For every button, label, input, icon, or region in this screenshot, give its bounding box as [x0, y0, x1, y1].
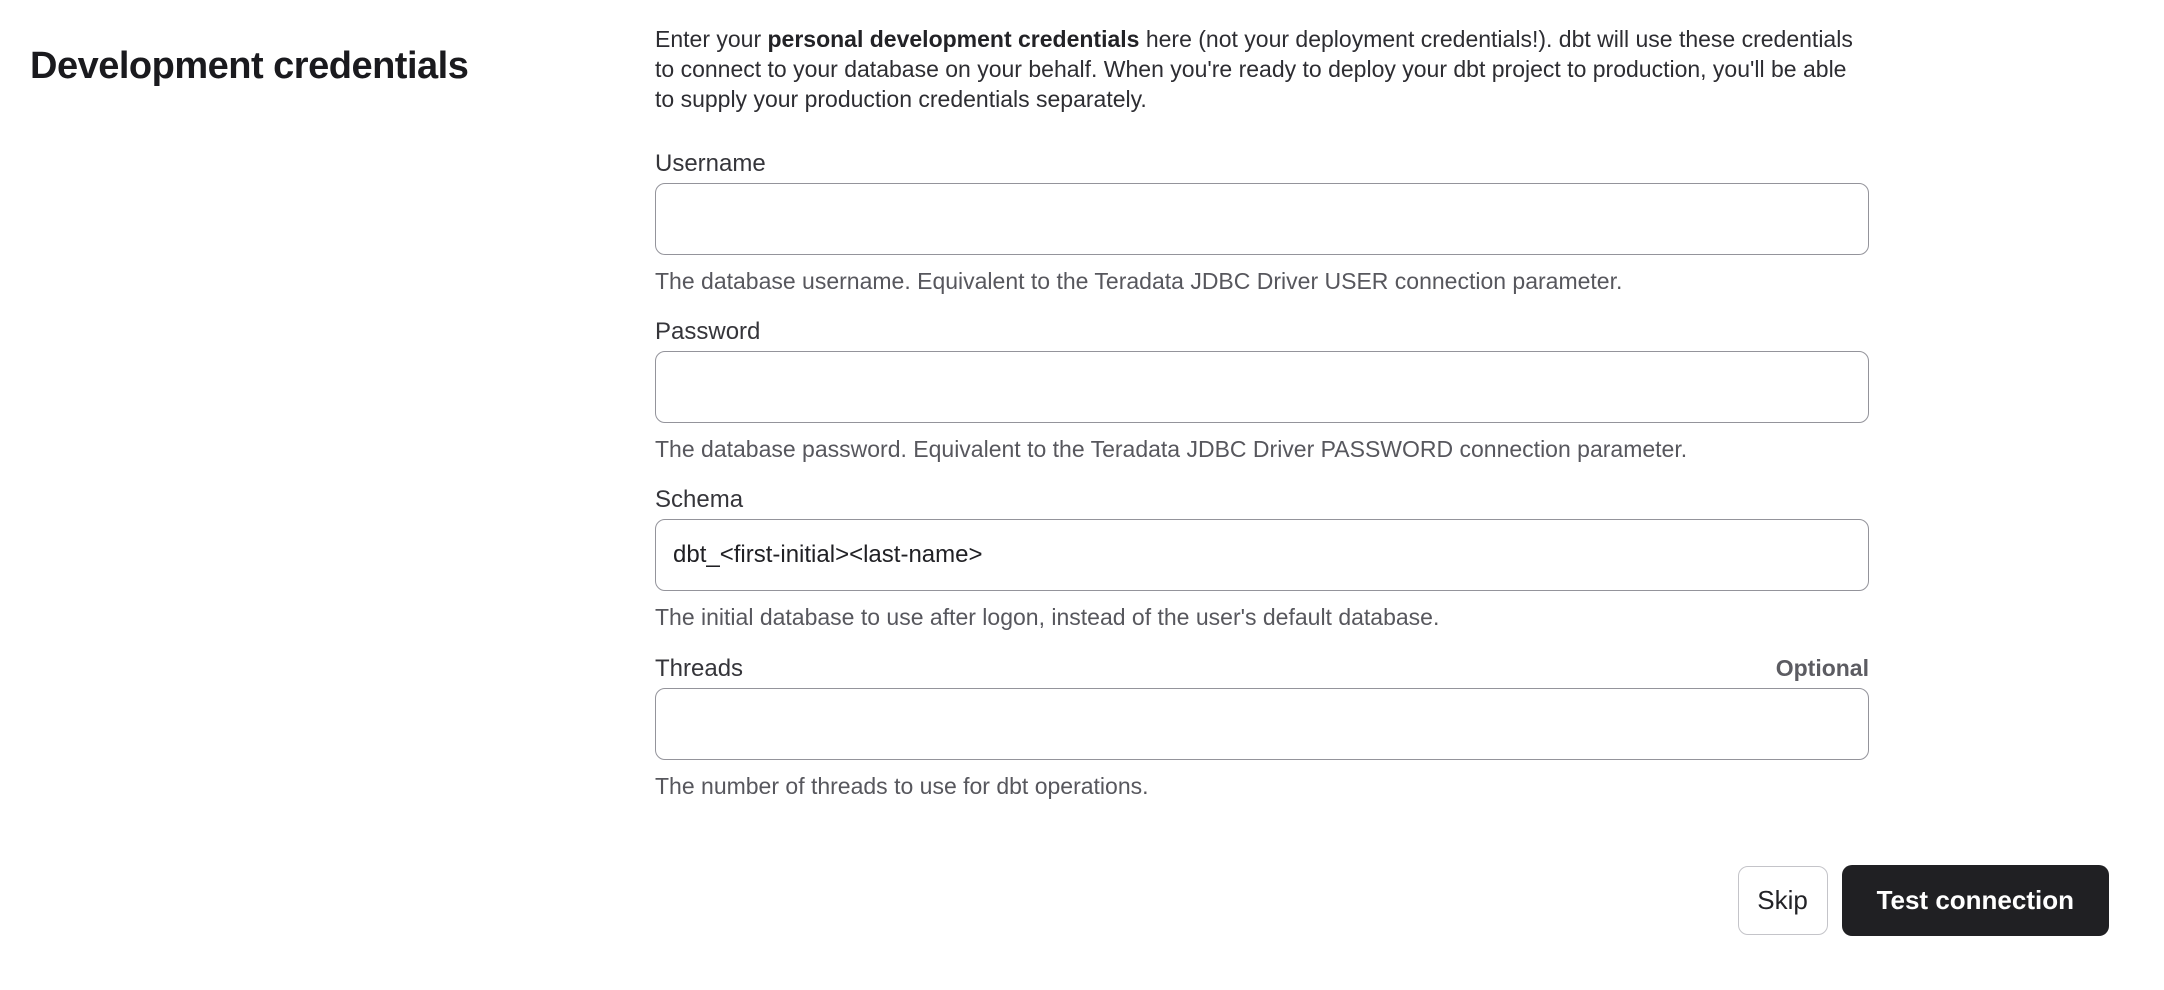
intro-bold-phrase: personal development credentials	[767, 26, 1140, 52]
password-field-group	[655, 318, 1869, 462]
intro-text	[655, 24, 1869, 114]
schema-help-text: The initial database to use after logon, instead of the user's default database.	[655, 604, 1440, 630]
schema-input[interactable]	[655, 519, 1869, 591]
password-label-row	[655, 318, 1869, 346]
schema-field-group	[655, 486, 1869, 630]
username-help-text: The database username. Equivalent to the Teradata JDBC Driver USER connection parameter.	[655, 268, 1623, 294]
threads-optional-badge: Optional	[1775, 655, 1869, 681]
threads-help-text: The number of threads to use for dbt operations.	[655, 773, 1149, 799]
username-input[interactable]	[655, 183, 1869, 255]
threads-input[interactable]	[655, 688, 1869, 760]
username-field-group	[655, 150, 1869, 294]
intro-suffix: here (not your deployment credentials!). dbt will use these credentials to connect to your database on your behalf. When you're ready to deploy your dbt project to production, you'll be able to supply your production credentials separately.	[655, 26, 1853, 112]
threads-label: Threads	[655, 655, 744, 682]
credentials-form-panel	[655, 24, 1869, 823]
password-input[interactable]	[655, 351, 1869, 423]
password-help-text: The database password. Equivalent to the Teradata JDBC Driver PASSWORD connection parameter.	[655, 436, 1688, 462]
username-label-row	[655, 150, 1869, 178]
schema-label: Schema	[655, 486, 744, 513]
form-footer-actions	[1738, 865, 2109, 936]
password-label: Password	[655, 318, 761, 345]
intro-prefix: Enter your	[655, 26, 768, 52]
threads-label-row	[655, 654, 1869, 683]
threads-field-group	[655, 654, 1869, 799]
skip-button[interactable]: Skip	[1738, 866, 1828, 935]
test-connection-button[interactable]: Test connection	[1842, 865, 2109, 936]
page-title: Development credentials	[30, 45, 469, 88]
schema-label-row	[655, 486, 1869, 514]
username-label: Username	[655, 150, 766, 177]
